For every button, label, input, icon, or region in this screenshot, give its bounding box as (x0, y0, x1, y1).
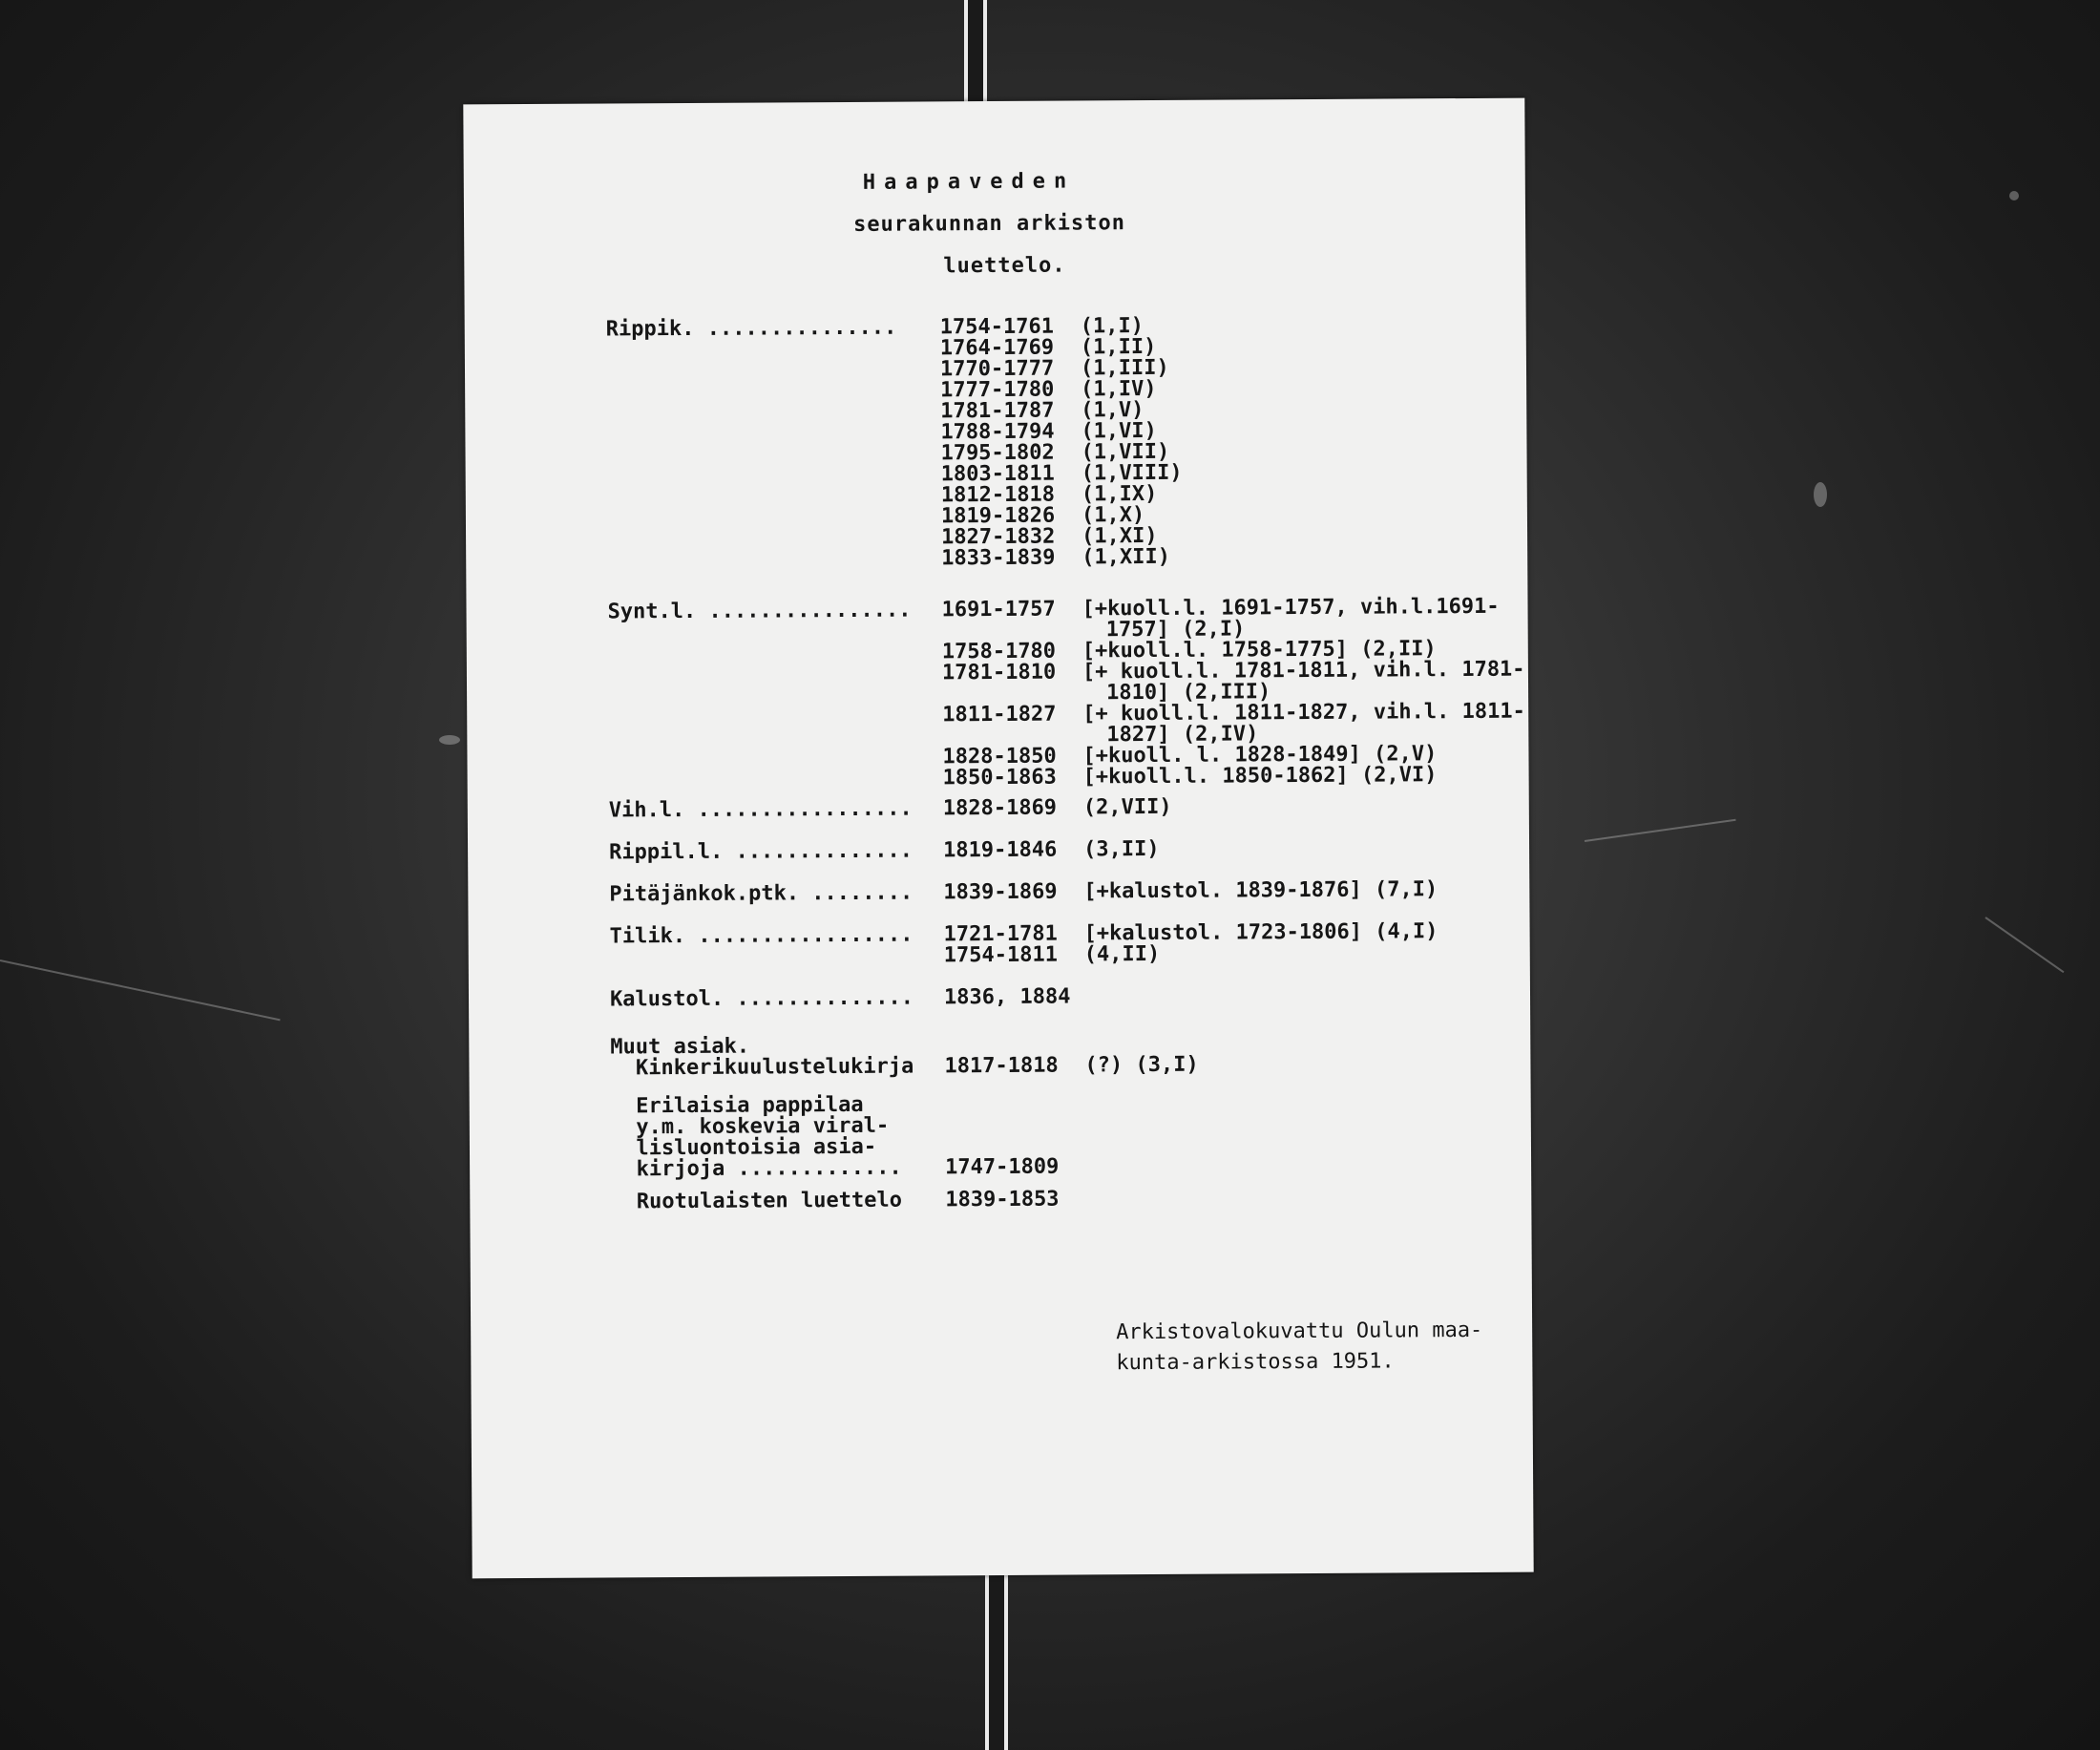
entry-reference: (1,XII) (1082, 544, 1170, 570)
entry-years: 1828-1869 (942, 795, 1058, 821)
entry-years: 1819-1826 (940, 503, 1056, 529)
entry-years: 1836, 1884 (943, 984, 1071, 1010)
entry-reference: [+ kuoll.l. 1811-1827, vih.l. 1811- (1082, 699, 1525, 727)
film-scratch (0, 959, 281, 1021)
footer-line-2: kunta-arkistossa 1951. (1116, 1349, 1395, 1376)
entry-reference: (1,VIII) (1081, 460, 1183, 486)
entry-label: Rippil.l. .............. (609, 838, 914, 865)
entry-label: Pitäjänkok.ptk. ........ (609, 880, 914, 907)
entry-label: kirjoja ............. (611, 1155, 902, 1182)
entry-label: lisluontoisia asia- (610, 1134, 877, 1161)
entry-reference: [+ kuoll.l. 1781-1811, vih.l. 1781- (1082, 657, 1525, 685)
entry-reference-continued: 1827] (2,IV) (1106, 722, 1259, 748)
entry-reference: [+kuoll.l. 1758-1775] (2,II) (1082, 637, 1437, 664)
film-speck (2009, 191, 2019, 200)
entry-years: 1839-1853 (945, 1187, 1060, 1212)
film-speck (1814, 482, 1827, 507)
film-speck (439, 735, 460, 745)
entry-years: 1777-1780 (940, 377, 1055, 403)
entry-reference: (1,IX) (1081, 481, 1158, 507)
document-sheet (463, 98, 1533, 1579)
entry-reference: (2,VII) (1082, 794, 1172, 820)
entry-reference: (1,II) (1080, 334, 1157, 360)
entry-reference: (1,VI) (1081, 418, 1157, 444)
entry-reference-continued: 1757] (2,I) (1105, 617, 1246, 643)
entry-years: 1758-1780 (941, 639, 1057, 664)
entry-years: 1691-1757 (941, 597, 1056, 622)
film-strip-top (964, 0, 987, 115)
entry-reference: [+kalustol. 1839-1876] (7,I) (1083, 877, 1438, 904)
entry-label: Tilik. ................. (609, 922, 914, 949)
entry-years: 1811-1827 (942, 702, 1057, 727)
film-scratch (1585, 819, 1736, 842)
entry-label: Muut asiak. (610, 1034, 750, 1060)
entry-reference: (1,X) (1081, 503, 1145, 528)
entry-years: 1754-1811 (943, 942, 1059, 968)
entry-reference: (1,VII) (1081, 439, 1170, 465)
entry-reference: [+kuoll. l. 1828-1849] (2,V) (1082, 742, 1438, 769)
entry-reference: (1,XI) (1081, 523, 1158, 549)
entry-reference: (1,I) (1080, 314, 1144, 339)
entry-label: Kinkerikuulustelukirja (610, 1054, 914, 1081)
entry-years: 1817-1818 (944, 1053, 1059, 1079)
entry-reference-continued: 1810] (2,III) (1105, 680, 1271, 706)
header-title: Haapaveden (862, 169, 1076, 195)
entry-years: 1764-1769 (939, 335, 1055, 361)
entry-label: y.m. koskevia viral- (610, 1113, 890, 1140)
entry-years: 1788-1794 (940, 419, 1055, 445)
entry-years: 1770-1777 (939, 356, 1055, 382)
entry-reference: (?) (3,I) (1084, 1052, 1199, 1078)
entry-label: Erilaisia pappilaa (610, 1092, 864, 1119)
entry-years: 1803-1811 (940, 461, 1055, 487)
entry-label: Rippik. ............... (605, 315, 897, 342)
entry-reference: (4,II) (1083, 941, 1161, 967)
entry-label: Ruotulaisten luettelo (611, 1188, 903, 1214)
entry-reference: (1,V) (1081, 398, 1144, 423)
entry-reference: (1,IV) (1081, 376, 1157, 402)
entry-years: 1781-1787 (940, 398, 1055, 424)
entry-years: 1839-1869 (943, 879, 1058, 905)
entry-reference: [+kalustol. 1723-1806] (4,I) (1083, 919, 1438, 946)
entry-reference: (3,II) (1082, 836, 1160, 862)
footer-line-1: Arkistovalokuvattu Oulun maa- (1116, 1318, 1483, 1345)
entry-years: 1721-1781 (943, 921, 1058, 947)
entry-years: 1850-1863 (942, 765, 1057, 791)
entry-years: 1754-1761 (939, 314, 1055, 340)
entry-label: Synt.l. ................ (607, 598, 912, 624)
entry-years: 1795-1802 (940, 440, 1055, 466)
entry-years: 1812-1818 (940, 482, 1056, 508)
entry-years: 1781-1810 (941, 660, 1057, 685)
entry-reference: [+kuoll.l. 1691-1757, vih.l.1691- (1082, 594, 1500, 622)
entry-label: Kalustol. .............. (609, 985, 914, 1012)
film-scratch (1984, 917, 2064, 973)
film-strip-bottom (985, 1566, 1008, 1750)
header-subtitle: seurakunnan arkiston (852, 211, 1126, 237)
entry-years: 1833-1839 (941, 545, 1056, 571)
entry-label: Vih.l. ................. (608, 796, 913, 823)
entry-reference: [+kuoll.l. 1850-1862] (2,VI) (1082, 763, 1438, 790)
entry-years: 1819-1846 (943, 837, 1058, 863)
entry-years: 1827-1832 (940, 524, 1056, 550)
header-luettelo: luettelo. (943, 253, 1066, 279)
entry-reference: (1,III) (1080, 355, 1169, 381)
entry-years: 1828-1850 (942, 744, 1057, 770)
entry-years: 1747-1809 (945, 1154, 1060, 1180)
